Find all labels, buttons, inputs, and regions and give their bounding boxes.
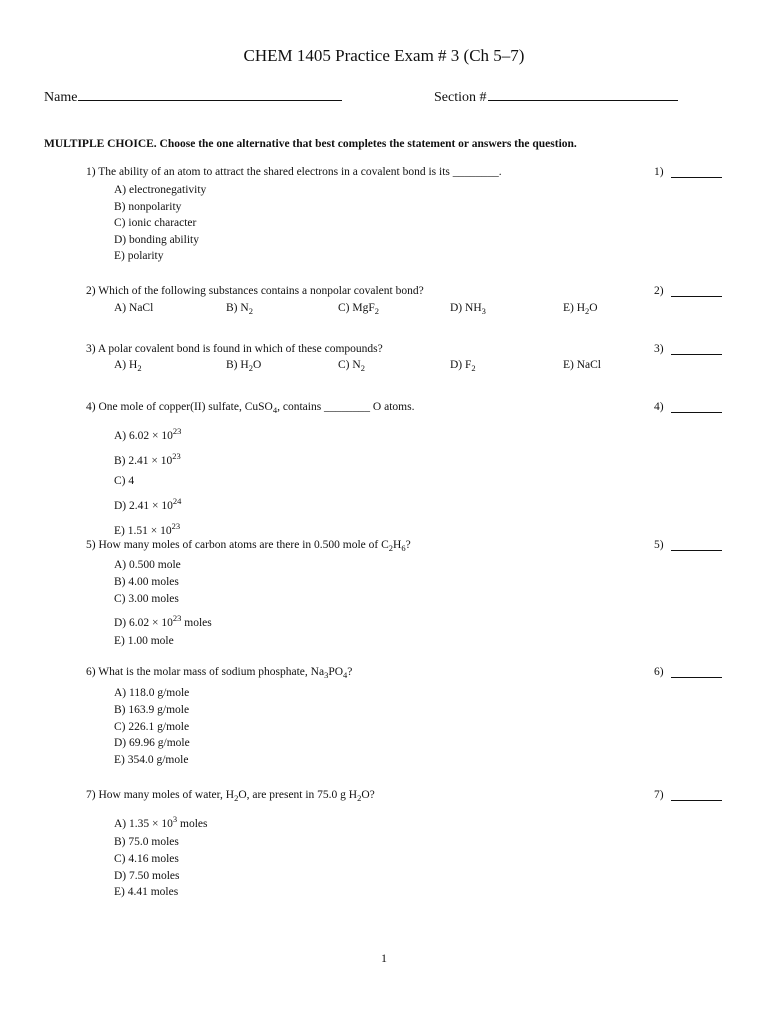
answer-number: 1) — [654, 166, 664, 178]
question-stem: 2) Which of the following substances contains a nonpolar covalent bond? — [86, 285, 424, 297]
option-c[interactable]: C) 4.16 moles — [114, 852, 179, 865]
option-d[interactable]: D) $F_2$ — [450, 359, 476, 373]
answer-number: 6) — [654, 666, 664, 678]
option-a[interactable]: A) 118.0 g/mole — [114, 687, 190, 699]
section-label: Section # — [434, 90, 487, 105]
answer-number: 4) — [654, 401, 664, 413]
option-b[interactable]: B) $2.41 \times 10^{23}$ — [114, 451, 181, 467]
option-c[interactable]: C) MgF$_2$ — [338, 302, 379, 316]
option-a[interactable]: A) $1.35 \times 10^3$ moles — [114, 814, 208, 830]
answer-blank[interactable] — [671, 354, 722, 355]
answer-blank[interactable] — [671, 677, 722, 678]
section-field[interactable] — [434, 88, 678, 106]
option-a[interactable]: A) $H_2$ — [114, 359, 142, 373]
option-list — [114, 557, 212, 650]
name-blank[interactable] — [78, 88, 342, 101]
answer-blank[interactable] — [671, 800, 722, 801]
option-c[interactable]: C) $N_2$ — [338, 359, 365, 373]
option-e[interactable]: E) 1.00 mole — [114, 635, 174, 647]
answer-number: 2) — [654, 285, 664, 297]
section-blank[interactable] — [488, 88, 678, 101]
option-list — [114, 421, 181, 541]
option-c[interactable]: C) 226.1 g/mole — [114, 720, 190, 733]
question-stem: 1) The ability of an atom to attract the shared electrons in a covalent bond is its ________. — [86, 166, 502, 178]
option-e[interactable]: E) $1.51 \times 10^{23}$ — [114, 521, 181, 537]
answer-number: 3) — [654, 343, 664, 355]
instructions: MULTIPLE CHOICE. Choose the one alternative that best completes the statement or answers the question. — [44, 138, 577, 150]
option-b[interactable]: B) $N_2$ — [226, 302, 253, 316]
option-a[interactable]: A) 0.500 mole — [114, 559, 181, 571]
option-c[interactable]: C) 3.00 moles — [114, 593, 179, 605]
option-d[interactable]: D) 69.96 g/mole — [114, 737, 190, 750]
option-list — [114, 182, 206, 265]
page-number: 1 — [381, 951, 387, 965]
option-a[interactable]: A) $6.02 \times 10^{23}$ — [114, 426, 182, 442]
option-c[interactable]: C) 4 — [114, 475, 135, 487]
option-b[interactable]: B) 163.9 g/mole — [114, 703, 190, 716]
option-c[interactable]: C) ionic character — [114, 217, 197, 229]
option-d[interactable]: D) $6.02 \times 10^{23}$ moles — [114, 613, 212, 629]
option-d[interactable]: D) 7.50 moles — [114, 869, 180, 882]
answer-blank[interactable] — [671, 177, 722, 178]
option-d[interactable]: D) $NH_3$ — [450, 302, 486, 316]
name-label: Name — [44, 90, 78, 105]
option-b[interactable]: B) $H_2O$ — [226, 359, 262, 373]
option-e[interactable]: E) $H_2O$ — [563, 302, 598, 316]
option-b[interactable]: B) nonpolarity — [114, 200, 182, 213]
option-e[interactable]: E) polarity — [114, 250, 164, 262]
option-e[interactable]: E) 354.0 g/mole — [114, 754, 189, 767]
answer-blank[interactable] — [671, 296, 722, 297]
question-stem: 6) What is the molar mass of sodium phosphate, $Na_3PO_4$? — [86, 666, 353, 680]
answer-number: 7) — [654, 789, 664, 801]
question-stem: 4) One mole of copper(II) sulfate, CuSO$_4$, contains ________ O atoms. — [86, 401, 415, 415]
option-b[interactable]: B) 75.0 moles — [114, 836, 179, 848]
answer-number: 5) — [654, 539, 664, 551]
option-d[interactable]: D) $2.41 \times 10^{24}$ — [114, 496, 182, 512]
question-stem: 3) A polar covalent bond is found in which of these compounds? — [86, 343, 383, 355]
option-list — [114, 685, 190, 769]
question-stem: 7) How many moles of water, $H_2O$, are present in 75.0 g $H_2O$? — [86, 789, 375, 803]
answer-blank[interactable] — [671, 550, 722, 551]
exam-title: CHEM 1405 Practice Exam # 3 (Ch 5–7) — [243, 46, 525, 65]
option-e[interactable]: E) NaCl — [563, 359, 602, 371]
option-b[interactable]: B) 4.00 moles — [114, 576, 179, 588]
answer-blank[interactable] — [671, 412, 722, 413]
option-a[interactable]: A) NaCl — [114, 302, 154, 314]
question-stem: 5) How many moles of carbon atoms are there in 0.500 mole of $C_2H_6$? — [86, 539, 411, 553]
option-e[interactable]: E) 4.41 moles — [114, 886, 179, 899]
option-list — [114, 809, 207, 901]
option-d[interactable]: D) bonding ability — [114, 233, 199, 246]
option-a[interactable]: A) electronegativity — [114, 184, 207, 196]
name-field[interactable] — [44, 88, 342, 106]
